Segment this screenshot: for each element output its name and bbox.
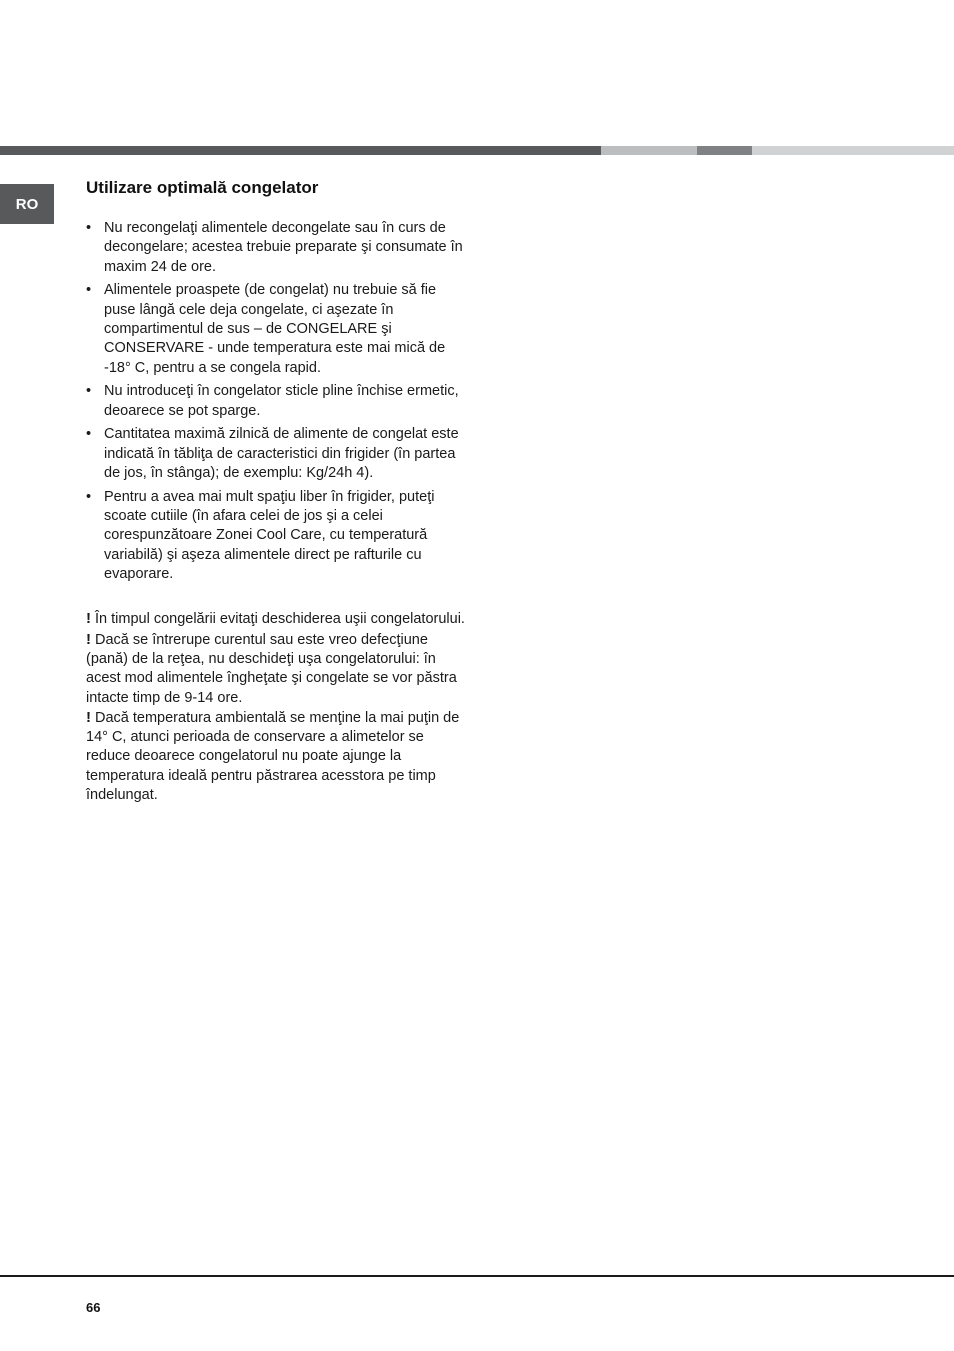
warning-text: Dacă se întrerupe curentul sau este vreo defecţiune (pană) de la reţea, nu deschideţi uşa congelatorului: în acest mod alimentele îngheţate şi congelate se vor păstra intacte timp de 9-14 ore. (86, 631, 457, 706)
header-bar-segment-pale (752, 146, 954, 155)
section-content (86, 219, 466, 805)
header-bar-segment-dark (0, 146, 601, 155)
page-number: 66 (86, 1300, 101, 1315)
footer-divider (0, 1275, 954, 1277)
list-item: • Cantitatea maximă zilnică de alimente de congelat este indicată în tăbliţa de caracteristici din frigider (în partea de jos, în stânga); de exemplu: Kg/24h 4). (86, 425, 466, 483)
language-tab: RO (0, 184, 54, 224)
warning-note (86, 609, 466, 629)
warning-icon: ! (86, 610, 91, 628)
section-title: Utilizare optimală congelator (86, 178, 319, 197)
list-item: • Nu introduceţi în congelator sticle pline închise ermetic, deoarece se pot sparge. (86, 382, 466, 421)
warning-icon: ! (86, 630, 91, 648)
list-item: • Pentru a avea mai mult spaţiu liber în frigider, puteţi scoate cutiile (în afara celei de jos şi a celei corespunzătoare Zonei Cool Care, cu temperatură variabilă) şi aşeza alimentele direct pe rafturile cu evaporare. (86, 488, 466, 584)
header-bar-segment-light (601, 146, 697, 155)
warning-icon: ! (86, 708, 91, 726)
warning-text: Dacă temperatura ambientală se menţine la mai puţin de 14° C, atunci perioada de conservare a alimetelor se reduce deoarece congelatorul nu poate ajunge la temperatura ideală pentru păstrarea acesstora pe timp îndelungat. (86, 709, 460, 804)
list-item: • Alimentele proaspete (de congelat) nu trebuie să fie puse lângă cele deja congelate, ci aşezate în compartimentul de sus – de CONGELARE şi CONSERVARE - unde temperatura este mai mică de -18° C, pentru a se congela rapid. (86, 281, 466, 377)
warning-text: În timpul congelării evitaţi deschiderea uşii congelatorului. (95, 611, 465, 628)
header-color-bar (0, 146, 954, 155)
warning-note (86, 708, 466, 805)
header-bar-segment-mid (697, 146, 752, 155)
warning-note (86, 630, 466, 708)
bullet-list (86, 219, 466, 584)
warning-notes (86, 609, 466, 805)
list-item: • Nu recongelaţi alimentele decongelate sau în curs de decongelare; acestea trebuie preparate şi consumate în maxim 24 de ore. (86, 219, 466, 277)
